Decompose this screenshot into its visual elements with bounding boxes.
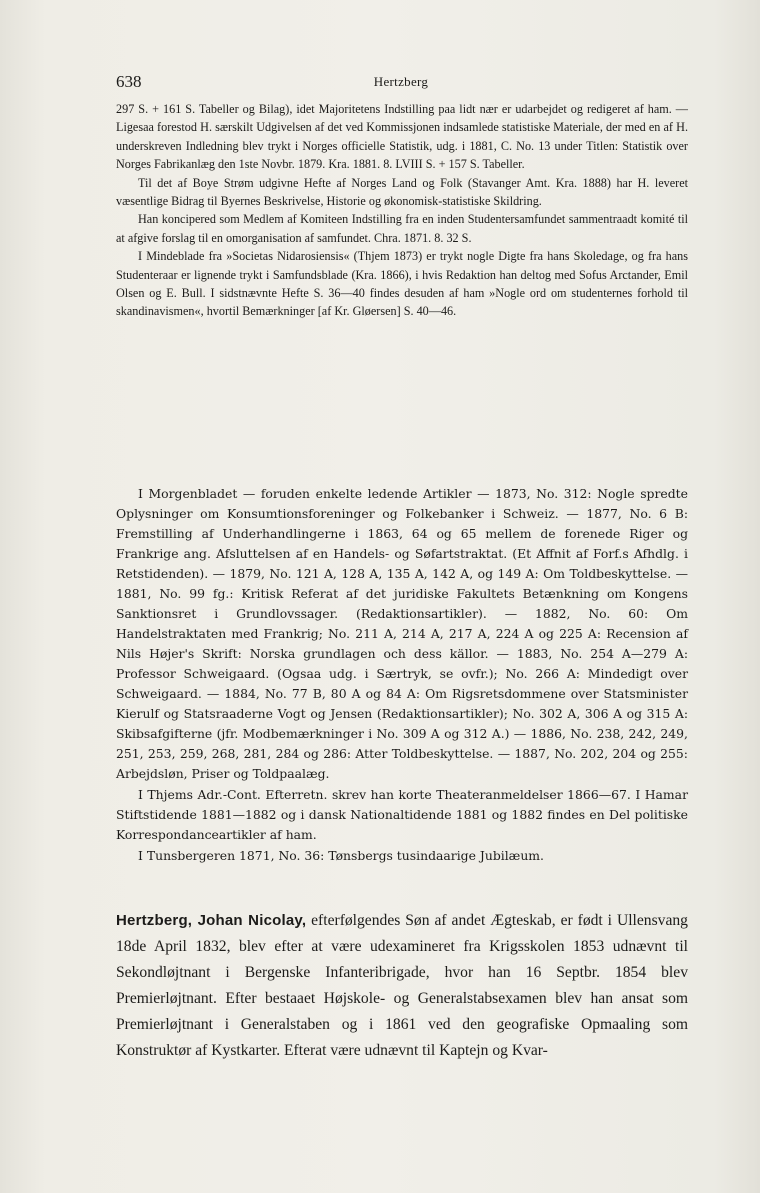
biography-name: Hertzberg, Johan Nicolay, <box>116 912 307 929</box>
biography-text: efterfølgendes Søn af andet Ægteskab, er født i Ullensvang 18de April 1832, blev efter at være udexamineret fra Krigsskolen 1853 udnævnt til Sekondløjtnant i Bergenske Infanteribrigade, hvor han 16 Septbr. 1854 blev Premierløjtnant. Efter bestaaet Højskole- og Generalstabsexamen blev han ansat som Premierløjtnant i Generalstaben og i 1861 ved den geografiske Opmaaling som Konstruktør af Kystkarter. Efterat være udnævnt til Kaptejn og Kvar- <box>116 912 688 1059</box>
fraktur-notes <box>116 484 688 867</box>
note-paragraph-3: Han koncipered som Medlem af Komiteen Indstilling fra en inden Studentersamfundet sammentraadt komité til at afgive forslag til en omorganisation af samfundet. Chra. 1871. 8. 32 S. <box>116 212 688 245</box>
note-paragraph-1: 297 S. + 161 S. Tabeller og Bilag), idet Majoritetens Indstilling paa lidt nær er udarbejdet og redigeret af ham. — Ligesaa forestod H. særskilt Udgivelsen af det ved Kommissjonen indsamlede statistiske Materiale, der med en af H. underskreven Indledning blev trykt i Norges officielle Statistik, udg. i 1881, C. No. 13 under Titlen: Statistik over Norges Fabrikanlæg den 1ste Novbr. 1879. Kra. 1881. 8. LVIII S. + 157 S. Tabeller. <box>116 102 688 172</box>
note-paragraph-4: I Mindeblade fra »Societas Nidarosiensis« (Thjem 1873) er trykt nogle Digte fra hans Skoledage, og fra hans Studenteraar er lignende trykt i Samfundsblade (Kra. 1866), i hvis Redaktion han deltog med Sofus Arctander, Emil Olsen og E. Bull. I sidstnævnte Hefte S. 36—40 findes desuden af ham »Nogle ord om studenternes forhold til skandinavismen«, hvortil Bemærkninger [af Kr. Gløersen] S. 40—46. <box>116 249 688 319</box>
running-title: Hertzberg <box>373 74 429 89</box>
biography-paragraph <box>116 908 688 1064</box>
fraktur-paragraph-3: I Tunsbergeren 1871, No. 36: Tønsbergs tusindaarige Jubilæum. <box>138 848 544 863</box>
fraktur-paragraph-2: I Thjems Adr.-Cont. Efterretn. skrev han korte Theateranmeldelser 1866—67. I Hamar Stiftstidende 1881—1882 og i dansk Nationaltidende 1881 og 1882 findes en Del politiske Korrespondanceartikler af ham. <box>116 787 688 842</box>
bibliography-notes <box>116 100 688 321</box>
fraktur-paragraph-1: I Morgenbladet — foruden enkelte ledende Artikler — 1873, No. 312: Nogle spredte Oplysninger om Konsumtionsforeninger og Folkebanker i Schweiz. — 1877, No. 6 B: Fremstilling af Underhandlingerne i 1863, 64 og 65 mellem de forenede Riger og Frankrige ang. Afsluttelsen af en Handels- og Søfartstraktat. (Et Affnit af Forf.s Afhdlg. i Retstidenden). — 1879, No. 121 A, 128 A, 135 A, 142 A, og 149 A: Om Toldbeskyttelse. — 1881, No. 99 fg.: Kritisk Referat af det juridiske Fakultets Betænkning om Kongens Sanktionsret i Grundlovssager. (Redaktionsartikler). — 1882, No. 60: Om Handelstraktaten med Frankrig; No. 211 A, 214 A, 217 A, 224 A og 225 A: Recension af Nils Højer's Skrift: Norska grundlagen och dess källor. — 1883, No. 254 A—279 A: Professor Schweigaard. (Ogsaa udg. i Særtryk, se ovfr.); No. 266 A: Mindedigt over Schweigaard. — 1884, No. 77 B, 80 A og 84 A: Om Rigsretsdommene over Statsminister Kierulf og Statsraaderne Vogt og Jensen (Redaktionsartikler); No. 302 A, 306 A og 315 A: Skibsafgifterne (jfr. Modbemærkninger i No. 309 A og 312 A.) — 1886, No. 238, 242, 249, 251, 253, 259, 268, 281, 284 og 286: Atter Toldbeskyttelse. — 1887, No. 202, 204 og 255: Arbejdsløn, Priser og Toldpaalæg. <box>116 486 688 781</box>
page-number: 638 <box>116 72 142 91</box>
biography-entry <box>116 908 688 1064</box>
page-header <box>116 72 686 94</box>
note-paragraph-2: Til det af Boye Strøm udgivne Hefte af Norges Land og Folk (Stavanger Amt. Kra. 1888) har H. leveret væsentlige Bidrag til Byernes Beskrivelse, Historie og økonomisk-statistiske Skildring. <box>116 175 688 209</box>
